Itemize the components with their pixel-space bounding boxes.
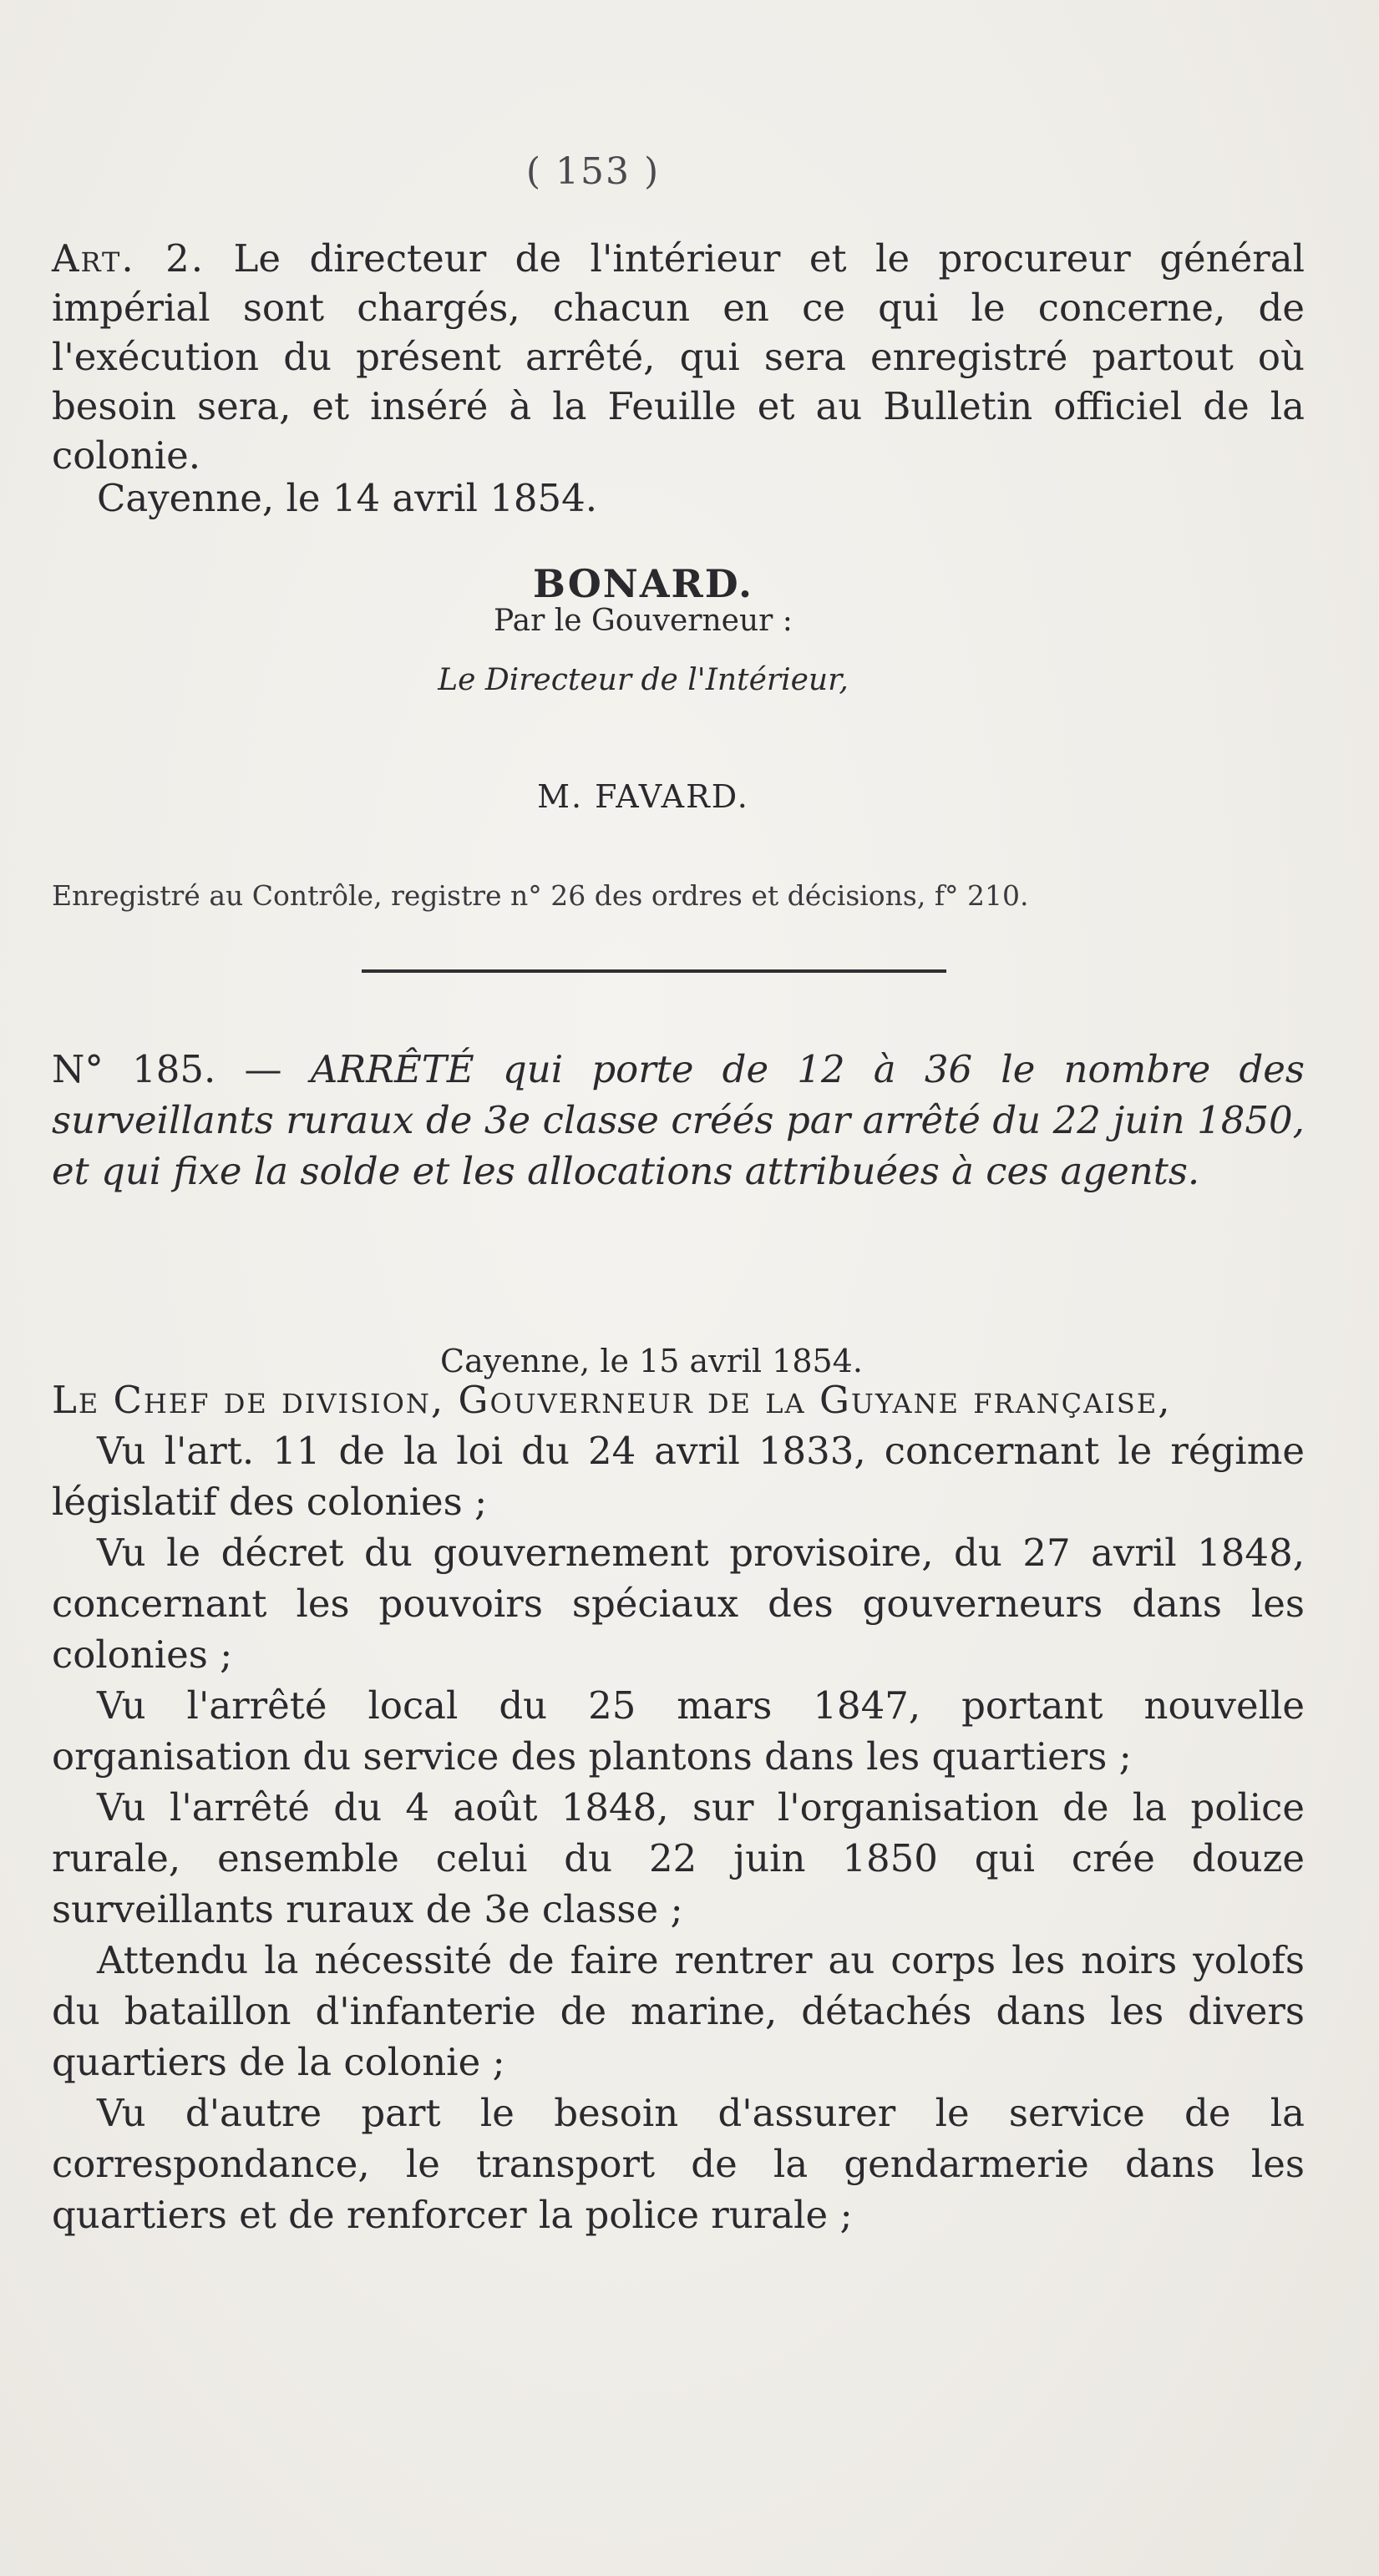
considerant: Vu l'arrêté du 4 août 1848, sur l'organisation de la police rurale, ensemble celui du 22 juin 1850 qui crée douze surveillants ruraux de 3e classe ; [52, 1785, 1305, 1931]
section-divider [362, 969, 946, 973]
considerant: Vu l'art. 11 de la loi du 24 avril 1833, concernant le régime législatif des colonies ; [52, 1429, 1305, 1524]
decree-number: N° 185. — [52, 1047, 282, 1091]
decree-body [52, 1374, 1305, 2240]
considerant: Attendu la nécessité de faire rentrer au corps les noirs yolofs du bataillon d'infanterie de marine, détachés dans les divers quartiers de la colonie ; [52, 1938, 1305, 2084]
considerant: Vu le décret du gouvernement provisoire, du 27 avril 1848, concernant les pouvoirs spéciaux des gouverneurs dans les colonies ; [52, 1531, 1305, 1677]
article-label: Art. 2. [52, 236, 205, 281]
preamble-line: Le Chef de division, Gouverneur de la Guyane française, [52, 1378, 1172, 1422]
article-text: Le directeur de l'intérieur et le procureur général impérial sont chargés, chacun en ce qui le concerne, de l'exécution du présent arrêté, qui sera enregistré partout où besoin sera, et inséré à la Feuille et au Bulletin officiel de la colonie. [52, 236, 1305, 478]
countersign-name: M. FAVARD. [537, 778, 749, 815]
signature-title: Le Directeur de l'Intérieur, [438, 663, 849, 697]
article-2 [52, 234, 1305, 480]
decree-title: ARRÊTÉ qui porte de 12 à 36 le nombre des surveillants ruraux de 3e classe créés par arrêté du 22 juin 1850, et qui fixe la solde et les allocations attribuées à ces agents. [52, 1047, 1305, 1193]
signature-name: BONARD. [532, 561, 754, 606]
considerant: Vu d'autre part le besoin d'assurer le service de la correspondance, le transport de la gendarmerie dans les quartiers et de renforcer la police rurale ; [52, 2091, 1305, 2237]
registration-note: Enregistré au Contrôle, registre n° 26 des ordres et décisions, f° 210. [52, 879, 1029, 912]
place-date-2: Cayenne, le 15 avril 1854. [440, 1343, 863, 1379]
place-date-1: Cayenne, le 14 avril 1854. [97, 476, 598, 520]
page-number: ( 153 ) [525, 150, 661, 193]
considerant: Vu l'arrêté local du 25 mars 1847, portant nouvelle organisation du service des plantons dans les quartiers ; [52, 1683, 1305, 1779]
decree-heading [52, 1044, 1305, 1197]
signature-par: Par le Gouverneur : [494, 604, 793, 638]
